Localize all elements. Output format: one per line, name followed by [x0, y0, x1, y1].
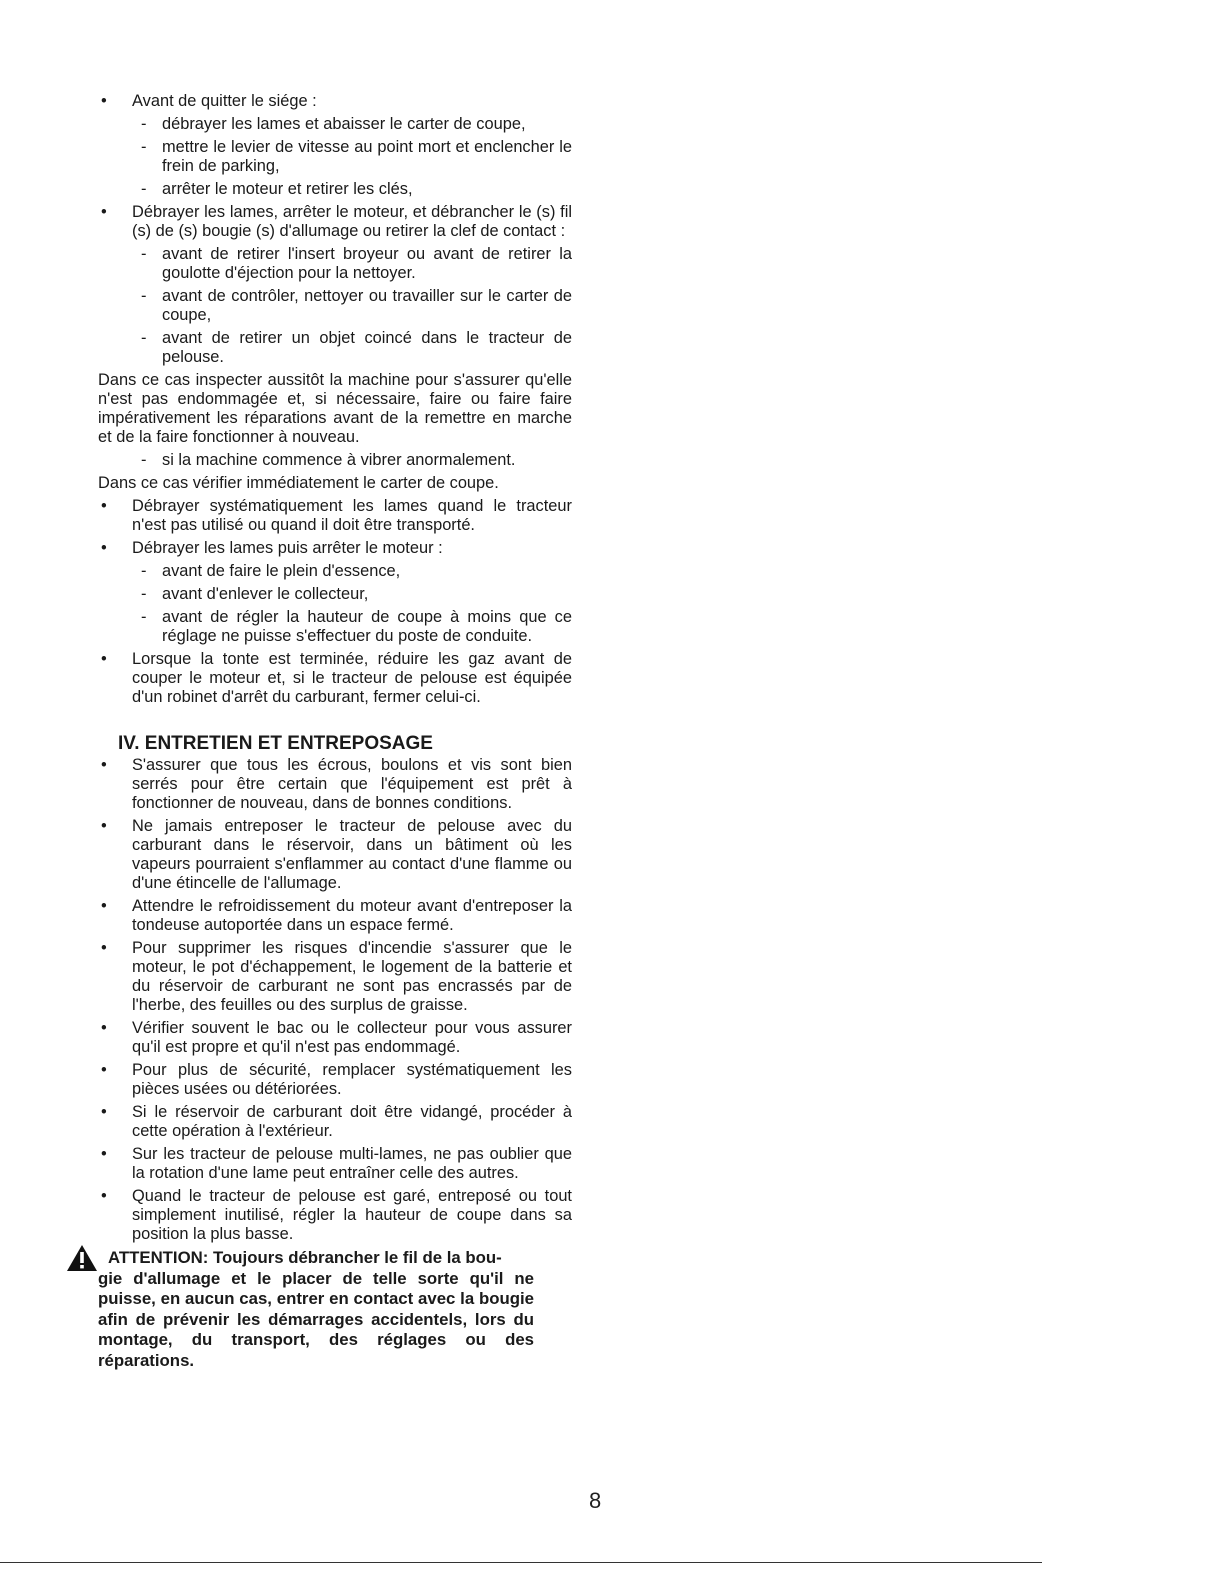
bullet-item: • Ne jamais entreposer le tracteur de pelouse avec du carburant dans le réservoir, dans un bâtiment où les vapeurs pourraient s'enflammer au contact d'une flamme ou d'une étincelle de l'allumage. — [98, 817, 572, 893]
footer-divider — [0, 1562, 1042, 1563]
text-column — [98, 92, 572, 1371]
bullet-item: • Avant de quitter le siége : — [98, 92, 572, 111]
bullet-item: • Débrayer les lames, arrêter le moteur, et débrancher le (s) fil (s) de (s) bougie (s) d'allumage ou retirer la clef de contact : — [98, 203, 572, 241]
section-heading: IV. ENTRETIEN ET ENTREPOSAGE — [118, 733, 433, 754]
warning-triangle-icon — [66, 1244, 98, 1272]
paragraph: Dans ce cas inspecter aussitôt la machine pour s'assurer qu'elle n'est pas endommagée et, si nécessaire, faire ou faire faire impérativement les réparations avant de la remettre en marche et de la faire fonctionner à nouveau. — [98, 371, 572, 446]
dash-item: - avant de contrôler, nettoyer ou travailler sur le carter de coupe, — [98, 287, 572, 325]
bullet-item: • Débrayer systématiquement les lames quand le tracteur n'est pas utilisé ou quand il doit être transporté. — [98, 497, 572, 535]
dash-item: - avant de régler la hauteur de coupe à moins que ce réglage ne puisse s'effectuer du poste de conduite. — [98, 608, 572, 646]
page-number: 8 — [589, 1488, 602, 1513]
bullet-item: • S'assurer que tous les écrous, boulons et vis sont bien serrés pour être certain que l'équipement est prêt à fonctionner de nouveau, dans de bonnes conditions. — [98, 756, 572, 813]
bullet-item: • Débrayer les lames puis arrêter le moteur : — [98, 539, 572, 558]
bullet-item: • Attendre le refroidissement du moteur avant d'entreposer la tondeuse autoportée dans un espace fermé. — [98, 897, 572, 935]
bullet-item: • Lorsque la tonte est terminée, réduire les gaz avant de couper le moteur et, si le tracteur de pelouse est équipée d'un robinet d'arrêt du carburant, fermer celui-ci. — [98, 650, 572, 707]
paragraph: Dans ce cas vérifier immédiatement le carter de coupe. — [98, 474, 499, 492]
bullet-item: • Quand le tracteur de pelouse est garé, entreposé ou tout simplement inutilisé, régler la hauteur de coupe dans sa position la plus basse. — [98, 1187, 572, 1244]
warning-first-line: ATTENTION: Toujours débrancher le fil de la bou- — [108, 1248, 502, 1267]
dash-item: - avant de retirer l'insert broyeur ou avant de retirer la goulotte d'éjection pour la nettoyer. — [98, 245, 572, 283]
dash-item: - avant d'enlever le collecteur, — [98, 585, 572, 604]
bullet-item: • Pour plus de sécurité, remplacer systématiquement les pièces usées ou détériorées. — [98, 1061, 572, 1099]
bullet-item: • Pour supprimer les risques d'incendie s'assurer que le moteur, le pot d'échappement, le logement de la batterie et du réservoir de carburant ne sont pas encrassés par de l'herbe, des feuilles ou des surplus de graisse. — [98, 939, 572, 1015]
bullet-item: • Sur les tracteur de pelouse multi-lames, ne pas oublier que la rotation d'une lame peut entraîner celle des autres. — [98, 1145, 572, 1183]
dash-item: - avant de faire le plein d'essence, — [98, 562, 572, 581]
bullet-item: • Si le réservoir de carburant doit être vidangé, procéder à cette opération à l'extérieur. — [98, 1103, 572, 1141]
warning-text: gie d'allumage et le placer de telle sorte qu'il ne puisse, en aucun cas, entrer en contact avec la bougie afin de prévenir les démarrages accidentels, lors du montage, du transport, des réglages ou des réparations. — [98, 1268, 534, 1370]
warning-block — [98, 1248, 534, 1371]
bullet-item: • Vérifier souvent le bac ou le collecteur pour vous assurer qu'il est propre et qu'il n'est pas endommagé. — [98, 1019, 572, 1057]
dash-item: - arrêter le moteur et retirer les clés, — [98, 180, 572, 199]
dash-item: - si la machine commence à vibrer anormalement. — [98, 451, 572, 470]
dash-item: - mettre le levier de vitesse au point mort et enclencher le frein de parking, — [98, 138, 572, 176]
dash-item: - débrayer les lames et abaisser le carter de coupe, — [98, 115, 572, 134]
dash-item: - avant de retirer un objet coincé dans le tracteur de pelouse. — [98, 329, 572, 367]
